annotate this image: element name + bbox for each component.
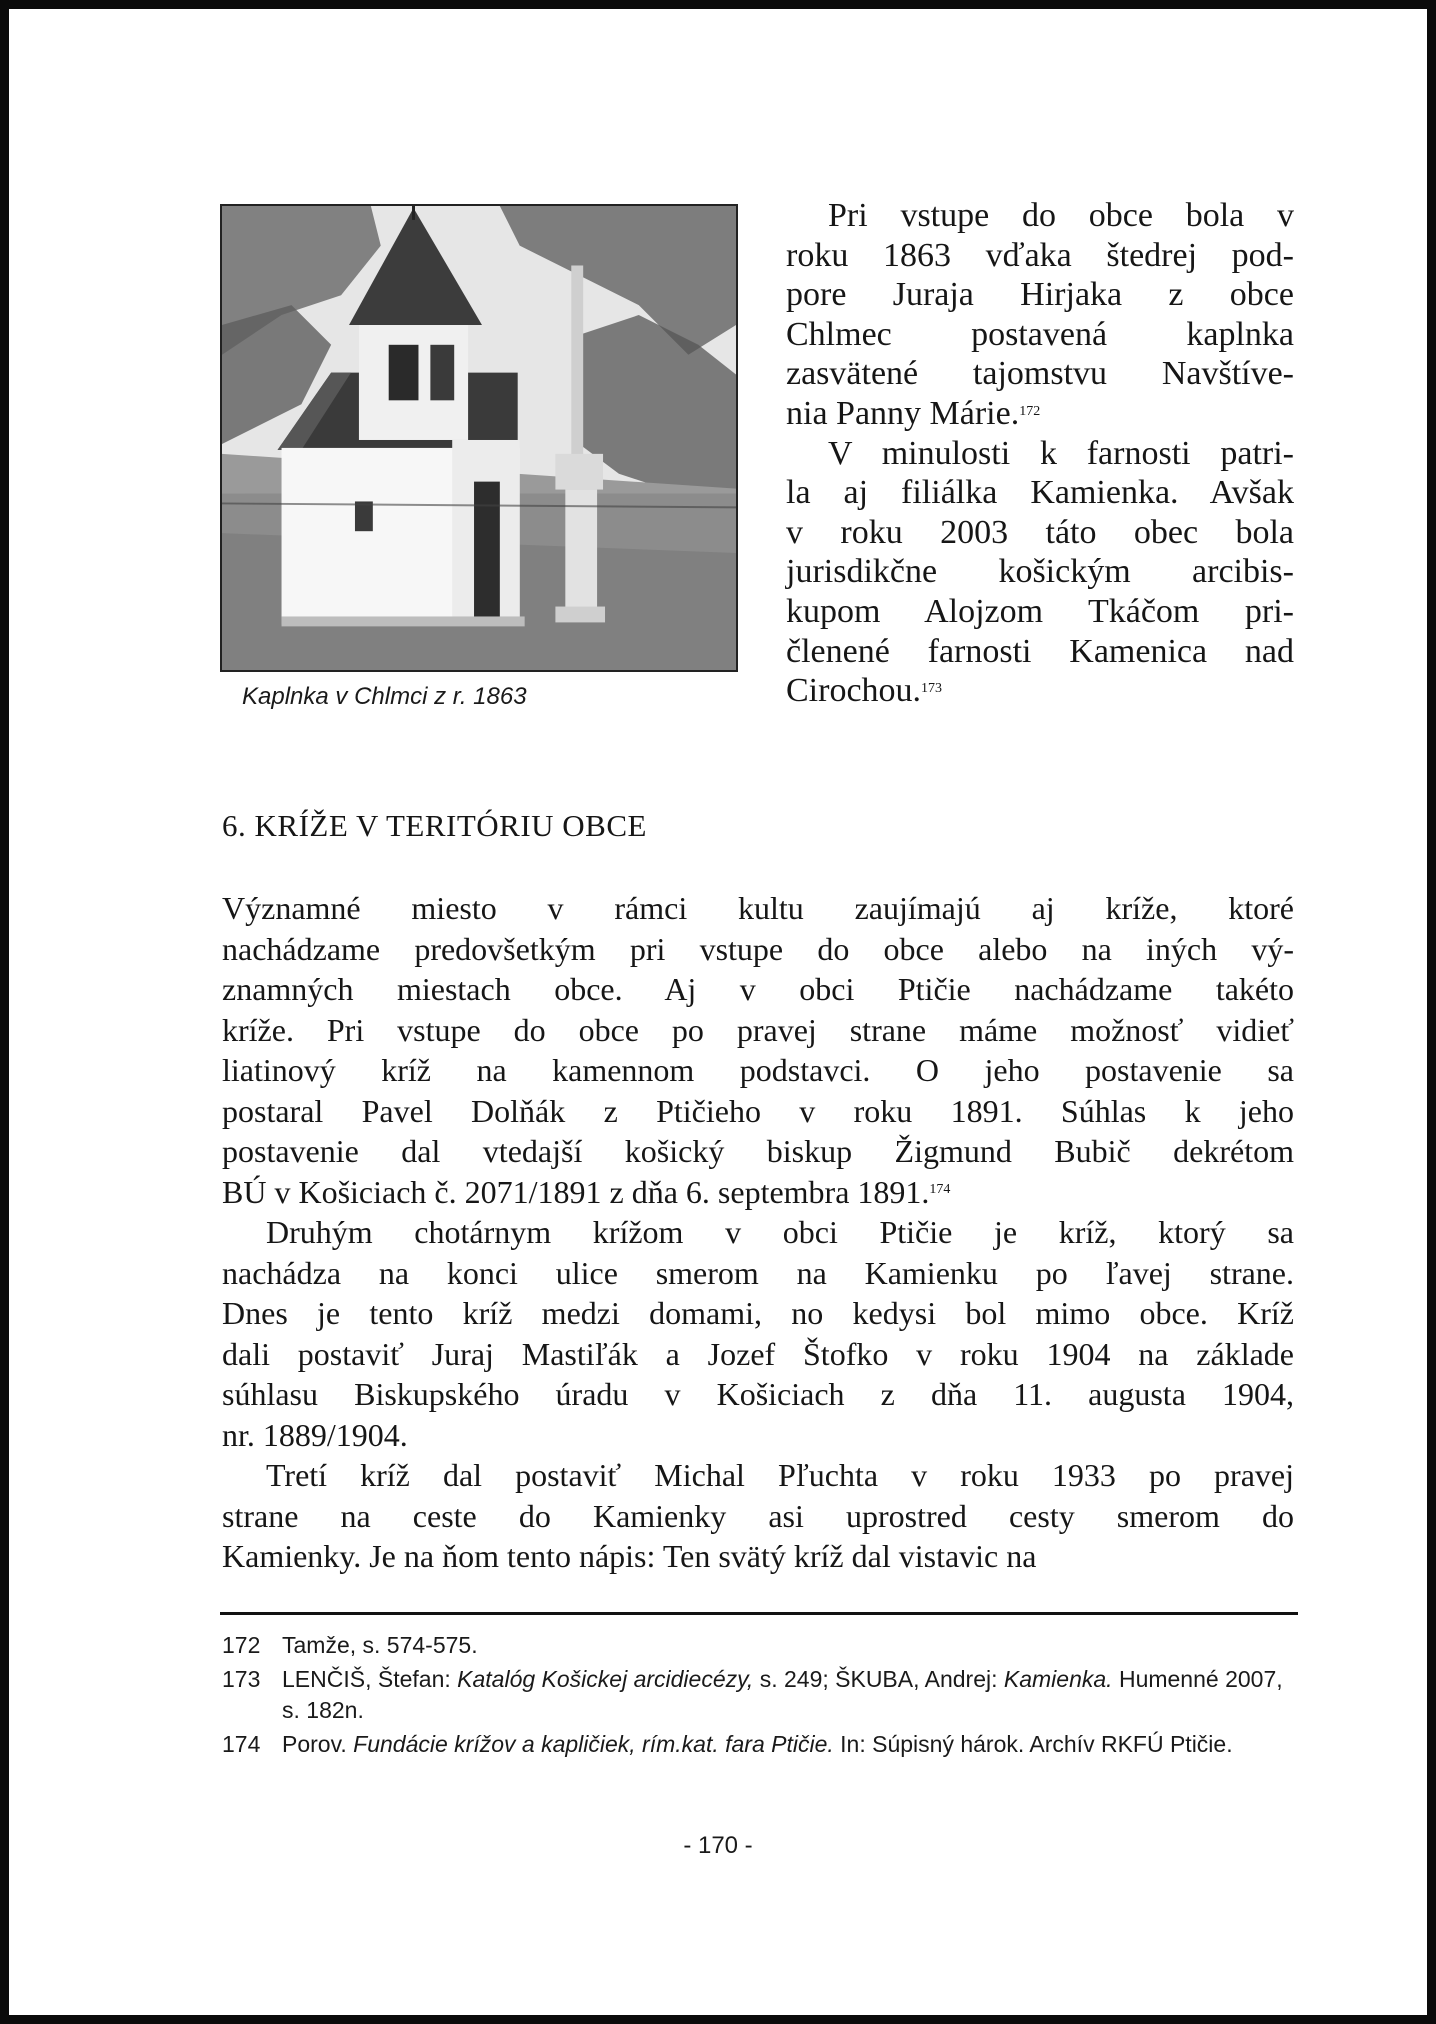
text-line: nr. 1889/1904. xyxy=(222,1416,408,1453)
text-line: kupom Alojzom Tkáčom pri- xyxy=(786,592,1294,630)
section-heading: 6. KRÍŽE V TERITÓRIU OBCE xyxy=(222,808,647,843)
stone-cross-pedestal-top xyxy=(555,454,603,490)
text-line-row xyxy=(786,552,1294,592)
footnote-text xyxy=(282,1729,1298,1760)
text-line: znamných miestach obce. Aj v obci Ptičie nachádzame takéto xyxy=(222,971,1294,1007)
text-line: kríže. Pri vstupe do obce po pravej strane máme možnosť vidieť xyxy=(222,1011,1294,1048)
footnote xyxy=(222,1664,1298,1726)
text-line-row xyxy=(222,1131,1294,1172)
text-line-row xyxy=(786,275,1294,315)
chapel-tower-window-2 xyxy=(430,345,454,401)
footnote-ref: 174 xyxy=(929,1181,951,1197)
text-line-row xyxy=(786,394,1294,434)
text-line-row xyxy=(222,1172,1294,1213)
text-line-row xyxy=(786,196,1294,236)
stone-cross-post xyxy=(571,265,583,463)
text-line-row xyxy=(222,969,1294,1010)
chapel-door xyxy=(474,482,500,621)
text-line: la aj filiálka Kamienka. Avšak xyxy=(786,474,1294,512)
paragraph xyxy=(222,1212,1294,1455)
chapel-photo xyxy=(220,204,738,672)
text-line-row xyxy=(786,671,1294,711)
footnote-rule xyxy=(220,1612,1298,1615)
text-line: liatinový kríž na kamennom podstavci. O jeho postavenie sa xyxy=(222,1052,1294,1088)
text-line-row xyxy=(222,1415,1294,1456)
text-line: nia Panny Márie. xyxy=(786,394,1020,432)
footnote-text xyxy=(282,1630,1298,1661)
text-line: v roku 2003 táto obec bola xyxy=(786,513,1294,551)
footnote-number: 174 xyxy=(222,1731,261,1757)
footnote-text xyxy=(282,1664,1298,1726)
text-line-row xyxy=(786,513,1294,553)
paragraph xyxy=(222,888,1294,1212)
text-line: strane na ceste do Kamienky asi uprostred cesty smerom do xyxy=(222,1497,1294,1534)
text-line-row xyxy=(786,434,1294,474)
text-line-row xyxy=(222,888,1294,929)
text-line: pore Juraja Hirjaka z obce xyxy=(786,276,1294,314)
text-line-row xyxy=(222,1293,1294,1334)
text-line: zasvätené tajomstvu Navštíve- xyxy=(786,355,1294,393)
text-line: jurisdikčne košickým arcibis- xyxy=(786,553,1294,591)
text-line-row xyxy=(786,236,1294,276)
text-line: Chlmec postavená kaplnka xyxy=(786,315,1294,353)
paragraph xyxy=(786,196,1294,434)
main-text xyxy=(222,888,1294,1577)
text-line: Druhým chotárnym krížom v obci Ptičie je kríž, ktorý sa xyxy=(266,1214,1294,1250)
text-line: postavenie dal vtedajší košický biskup Žigmund Bubič dekrétom xyxy=(222,1133,1294,1169)
footnote-number: 172 xyxy=(222,1632,261,1658)
text-line: nachádzame predovšetkým pri vstupe do obce alebo na iných vý- xyxy=(222,930,1294,967)
chapel-photo-graphic xyxy=(222,206,736,670)
chapel-tower-window xyxy=(389,345,419,401)
text-line: Pri vstupe do obce bola v xyxy=(828,197,1294,234)
page-number: - 170 - xyxy=(683,1832,753,1859)
text-line: BÚ v Košiciach č. 2071/1891 z dňa 6. septembra 1891. xyxy=(222,1173,930,1210)
text-line: Cirochou. xyxy=(786,672,922,710)
text-line: Humenné 2007, s. 182n. xyxy=(282,1666,1283,1723)
text-line-row xyxy=(786,354,1294,394)
text-line-row xyxy=(786,315,1294,355)
italic-text: Katalóg Košickej arcidiecézy, xyxy=(457,1666,754,1692)
text-line: LENČIŠ, Štefan: xyxy=(282,1666,458,1692)
footnote-ref: 173 xyxy=(921,681,943,697)
paragraph xyxy=(222,1455,1294,1577)
italic-text: Kamienka. xyxy=(1003,1666,1113,1692)
text-line: nachádza na konci ulice smerom na Kamienku po ľavej strane. xyxy=(222,1254,1294,1291)
text-line-row xyxy=(222,1334,1294,1375)
text-line: Porov. xyxy=(282,1731,354,1757)
text-line: dali postaviť Juraj Mastiľák a Jozef Štofko v roku 1904 na základe xyxy=(222,1335,1294,1372)
text-line: postaral Pavel Dolňák z Ptičieho v roku 1891. Súhlas k jeho xyxy=(222,1092,1294,1129)
chapel-base xyxy=(282,616,525,626)
text-line-row xyxy=(222,1010,1294,1051)
text-line: členené farnosti Kamenica nad xyxy=(786,632,1294,670)
text-line: Tamže, s. 574-575. xyxy=(282,1632,478,1658)
text-line-row xyxy=(222,1374,1294,1415)
text-line: s. 249; ŠKUBA, Andrej: xyxy=(753,1666,1004,1692)
text-line-row xyxy=(786,592,1294,632)
text-line: Tretí kríž dal postaviť Michal Pľuchta v roku 1933 po pravej xyxy=(266,1457,1294,1493)
text-line: In: Súpisný hárok. Archív RKFÚ Ptičie. xyxy=(833,1731,1233,1757)
paragraph xyxy=(786,434,1294,711)
text-line: roku 1863 vďaka štedrej pod- xyxy=(786,236,1294,274)
text-line: Kamienky. Je na ňom tento nápis: Ten svätý kríž dal vistavic na xyxy=(222,1538,1037,1574)
text-line-row xyxy=(222,1091,1294,1132)
text-line-row xyxy=(786,632,1294,672)
text-line-row xyxy=(222,1455,1294,1496)
right-column-text xyxy=(786,196,1294,711)
photo-caption: Kaplnka v Chlmci z r. 1863 xyxy=(242,683,527,710)
footnote-number: 173 xyxy=(222,1666,261,1692)
text-line-row xyxy=(222,929,1294,970)
text-line-row xyxy=(222,1536,1294,1577)
text-line-row xyxy=(786,473,1294,513)
footnotes xyxy=(222,1630,1298,1763)
text-line: V minulosti k farnosti patri- xyxy=(828,434,1294,472)
stone-cross-base xyxy=(555,607,605,623)
footnote-ref: 172 xyxy=(1019,403,1041,419)
text-line-row xyxy=(222,1212,1294,1253)
text-line-row xyxy=(222,1253,1294,1294)
stone-cross-pedestal xyxy=(565,490,597,615)
chapel-side-window xyxy=(355,501,373,531)
footnote xyxy=(222,1630,1298,1661)
italic-text: Fundácie krížov a kapličiek, rím.kat. fara Ptičie. xyxy=(353,1731,834,1757)
text-line: Významné miesto v rámci kultu zaujímajú aj kríže, ktoré xyxy=(222,890,1294,926)
text-line: súhlasu Biskupského úradu v Košiciach z dňa 11. augusta 1904, xyxy=(222,1376,1294,1412)
footnote xyxy=(222,1729,1298,1760)
text-line-row xyxy=(222,1050,1294,1091)
text-line-row xyxy=(222,1496,1294,1537)
text-line: Dnes je tento kríž medzi domami, no kedysi bol mimo obce. Kríž xyxy=(222,1295,1294,1331)
